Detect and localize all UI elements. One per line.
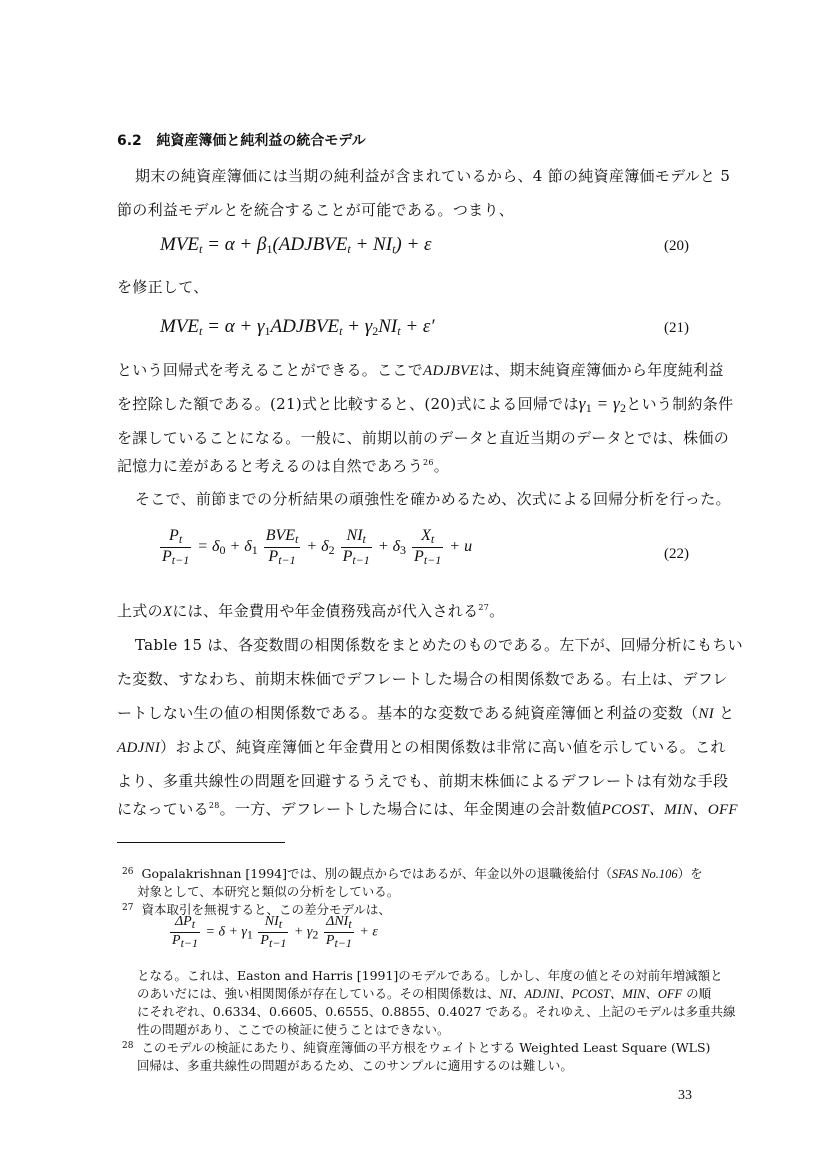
footnote-line: 回帰は、多重共線性の問題があるため、このサンプルに適用するのは難しい。 xyxy=(137,1058,573,1073)
paragraph-line: た変数、すなわち、前期末株価でデフレートした場合の相関係数である。右上は、デフレ xyxy=(117,670,728,688)
equation-20: $MVE_t = \alpha$ + $\beta_1(ADJBVE_t + NI_t) + \varepsilon$ xyxy=(160,234,432,256)
footnote-rule xyxy=(117,842,285,843)
footnote-equation: $\frac{\Delta P_t}{P_{t-1}}$ = $\delta + \gamma_1$ $\frac{NI_t}{P_{t-1}}$ + $\gamma_2$ $\frac{\Delta NI_t}{P_{t-1}}$ + ε xyxy=(172,914,378,950)
footnote-ref-26: 26 xyxy=(423,458,434,467)
footnote-27: $^{27}$ 資本取引を無視すると、この差分モデルは、 xyxy=(122,902,391,917)
section-title xyxy=(117,130,366,150)
equation-22: $\frac{P_t}{P_{t-1}}$ = $\delta_0 + \delta_1$ $\frac{BVE_t}{P_{t-1}}$ + $\delta_2$ $\frac{NI_t}{P_{t-1}}$ + $\delta_3$ $\frac{X_t}{P_{t-1}}$ + u xyxy=(162,527,473,567)
paragraph-line: という回帰式を考えることができる。ここでADJBVEは、期末純資産簿価から年度純利益 xyxy=(117,361,724,379)
equation-21-label: (21) xyxy=(664,320,689,336)
paragraph-line: ートしない生の値の相関係数である。基本的な変数である純資産簿価と利益の変数（NI と xyxy=(117,704,735,722)
footnote-ref-27: 27 xyxy=(478,603,490,612)
paragraph-line: を修正して、 xyxy=(117,278,209,296)
section-heading: 純資産簿価と純利益の統合モデル xyxy=(156,133,366,149)
paragraph-line: より、多重共線性の問題を回避するうえでも、前期末株価によるデフレートは有効な手段 xyxy=(117,772,729,790)
paragraph-line: 上式のXには、年金費用や年金債務残高が代入される$^{27}$。 xyxy=(117,602,505,620)
equation-21: $MVE_t = \alpha$ + $\gamma_1ADJBVE_t + \gamma_2NI_t + \varepsilon'$ xyxy=(160,316,435,338)
paragraph-line: そこで、前節までの分析結果の頑強性を確かめるため、次式による回帰分析を行った。 xyxy=(135,490,731,508)
paragraph-line: を課していることになる。一般に、前期以前のデータと直近当期のデータとでは、株価の xyxy=(117,429,730,447)
section-number: 6.2 xyxy=(117,133,142,149)
paragraph-line: になっている$^{28}$。一方、デフレートした場合には、年金関連の会計数値PCOST、MIN、OFF xyxy=(117,800,738,818)
footnote-line: となる。これは、Easton and Harris [1991]のモデルである。しかし、年度の値とその対前年増減額と xyxy=(137,968,723,983)
footnote-28: $^{28}$ このモデルの検証にあたり、純資産簿価の平方根をウェイトとする Weighted Least Square (WLS) xyxy=(122,1040,711,1055)
footnote-line: にそれぞれ、0.6334、0.6605、0.6555、0.8855、0.4027 である。それゆえ、上記のモデルは多重共線 xyxy=(137,1004,736,1019)
footnote-line: 対象として、本研究と類似の分析をしている。 xyxy=(137,884,400,899)
footnote-line: のあいだには、強い相関関係が存在している。その相関係数は、NI、ADJNI、PCOST、MIN、OFF の順 xyxy=(137,986,712,1001)
footnote-line: 性の問題があり、ここでの検証に使うことはできない。 xyxy=(137,1022,450,1037)
paragraph-line: 節の利益モデルとを統合することが可能である。つまり、 xyxy=(117,201,515,219)
paragraph-line: Table 15 は、各変数間の相関係数をまとめたのものである。左下が、回帰分析にもちい xyxy=(135,636,743,654)
paragraph-line: 記憶力に差があると考えるのは自然であろう$^{26}$。 xyxy=(117,457,450,475)
paragraph-line: を控除した額である。(21)式と比較すると、(20)式による回帰では$\gamma_1 = \gamma_2$という制約条件 xyxy=(117,394,734,415)
page-number: 33 xyxy=(678,1088,692,1103)
equation-20-label: (20) xyxy=(664,238,689,254)
variable-adjbve: ADJBVE xyxy=(423,363,479,379)
footnote-ref-28: 28 xyxy=(208,801,220,810)
paragraph-line: ADJNI）および、純資産簿価と年金費用との相関係数は非常に高い値を示している。これ xyxy=(117,738,726,756)
equation-22-label: (22) xyxy=(664,546,689,562)
constraint-gamma: $\gamma_1 = \gamma_2$ xyxy=(578,394,627,415)
paragraph-line: 期末の純資産簿価には当期の純利益が含まれているから、4 節の純資産簿価モデルと 5 xyxy=(135,167,731,185)
footnote-26: $^{26}$ Gopalakrishnan [1994]では、別の観点からではあるが、年金以外の退職後給付（SFAS No.106）を xyxy=(122,866,703,881)
